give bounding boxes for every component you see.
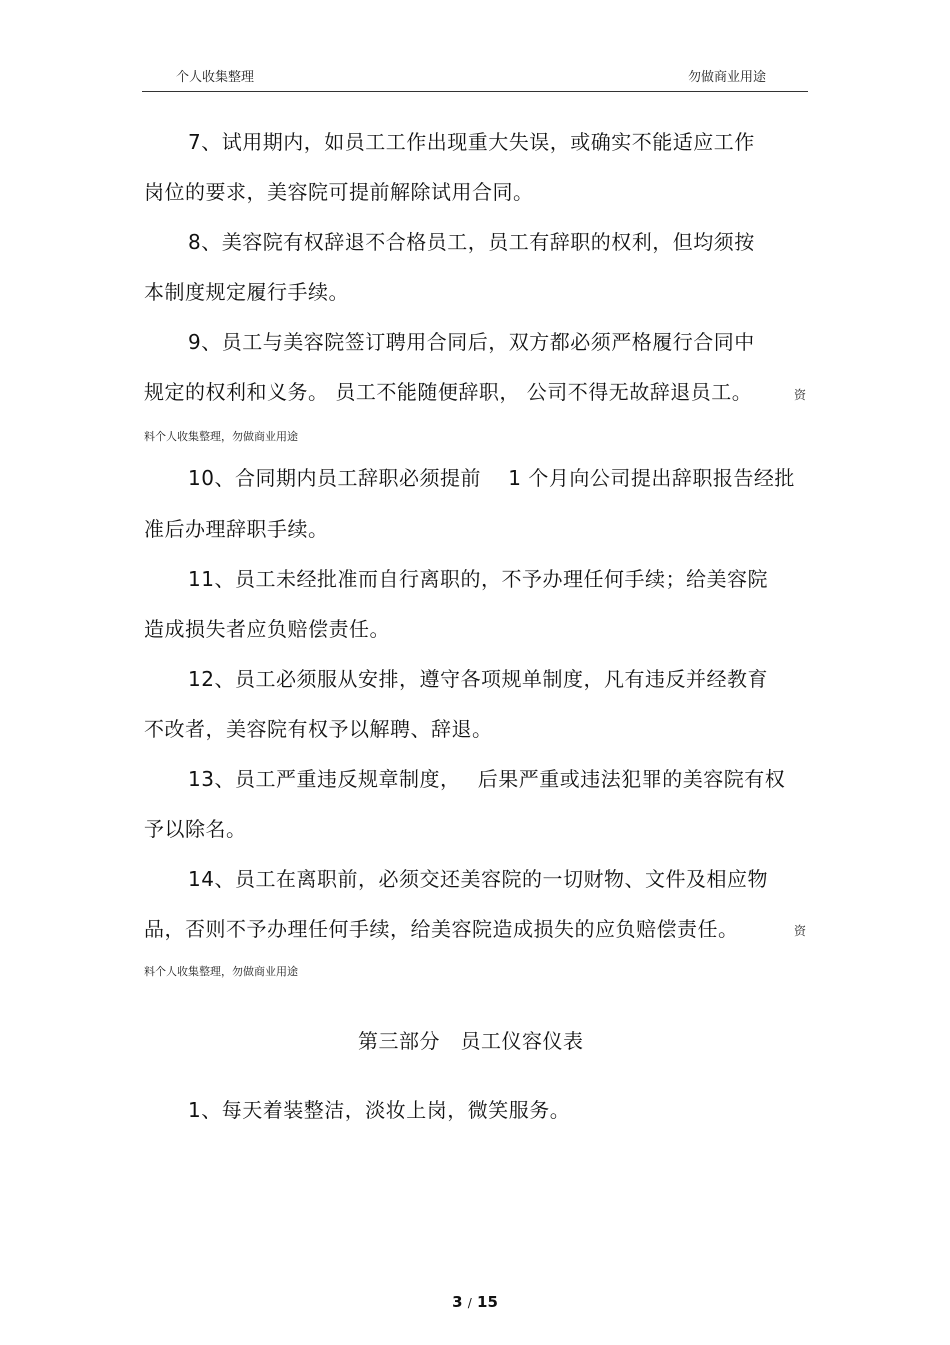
page-separator: / [467, 1296, 472, 1310]
item-9-line-2: 规定的权利和义务。 员工不能随便辞职， 公司不得无故辞退员工。 [144, 380, 753, 404]
page-current: 3 [452, 1293, 463, 1311]
item-9-line-1: 9、员工与美容院签订聘用合同后，双方都必须严格履行合同中 [188, 330, 755, 354]
header-left: 个人收集整理 [176, 70, 255, 85]
item-13-line-1: 13、员工严重违反规章制度， 后果严重或违法犯罪的美容院有权 [188, 767, 786, 791]
item-7-line-1: 7、试用期内，如员工工作出现重大失误，或确实不能适应工作 [188, 130, 755, 154]
watermark-note: 料个人收集整理，勿做商业用途 [144, 965, 298, 978]
item-10-line-1: 10、合同期内员工辞职必须提前 1 个月向公司提出辞职报告经批 [188, 466, 795, 490]
item-10-line-2: 准后办理辞职手续。 [144, 517, 329, 541]
section-title: 第三部分 员工仪容仪表 [358, 1029, 584, 1053]
watermark-side-char: 资 [794, 388, 807, 402]
item-11-line-1: 11、员工未经批准而自行离职的，不予办理任何手续；给美容院 [188, 567, 768, 591]
page-total: 15 [477, 1293, 498, 1311]
watermark-note: 料个人收集整理，勿做商业用途 [144, 430, 298, 443]
item-11-line-2: 造成损失者应负赔偿责任。 [144, 617, 390, 641]
item-7-line-2: 岗位的要求，美容院可提前解除试用合同。 [144, 180, 534, 204]
item-12-line-1: 12、员工必须服从安排，遵守各项规单制度，凡有违反并经教育 [188, 667, 768, 691]
page-number [0, 1293, 950, 1311]
header-right: 勿做商业用途 [688, 70, 767, 85]
item-14-line-2: 品，否则不予办理任何手续，给美容院造成损失的应负赔偿责任。 [144, 917, 739, 941]
watermark-side-char: 资 [794, 924, 807, 938]
item-14-line-1: 14、员工在离职前，必须交还美容院的一切财物、文件及相应物 [188, 867, 768, 891]
header-divider [142, 91, 808, 92]
item-13-line-2: 予以除名。 [144, 817, 247, 841]
section-item-1: 1、每天着装整洁，淡妆上岗，微笑服务。 [188, 1098, 571, 1122]
item-12-line-2: 不改者，美容院有权予以解聘、辞退。 [144, 717, 493, 741]
item-8-line-1: 8、美容院有权辞退不合格员工，员工有辞职的权利，但均须按 [188, 230, 755, 254]
item-8-line-2: 本制度规定履行手续。 [144, 280, 349, 304]
